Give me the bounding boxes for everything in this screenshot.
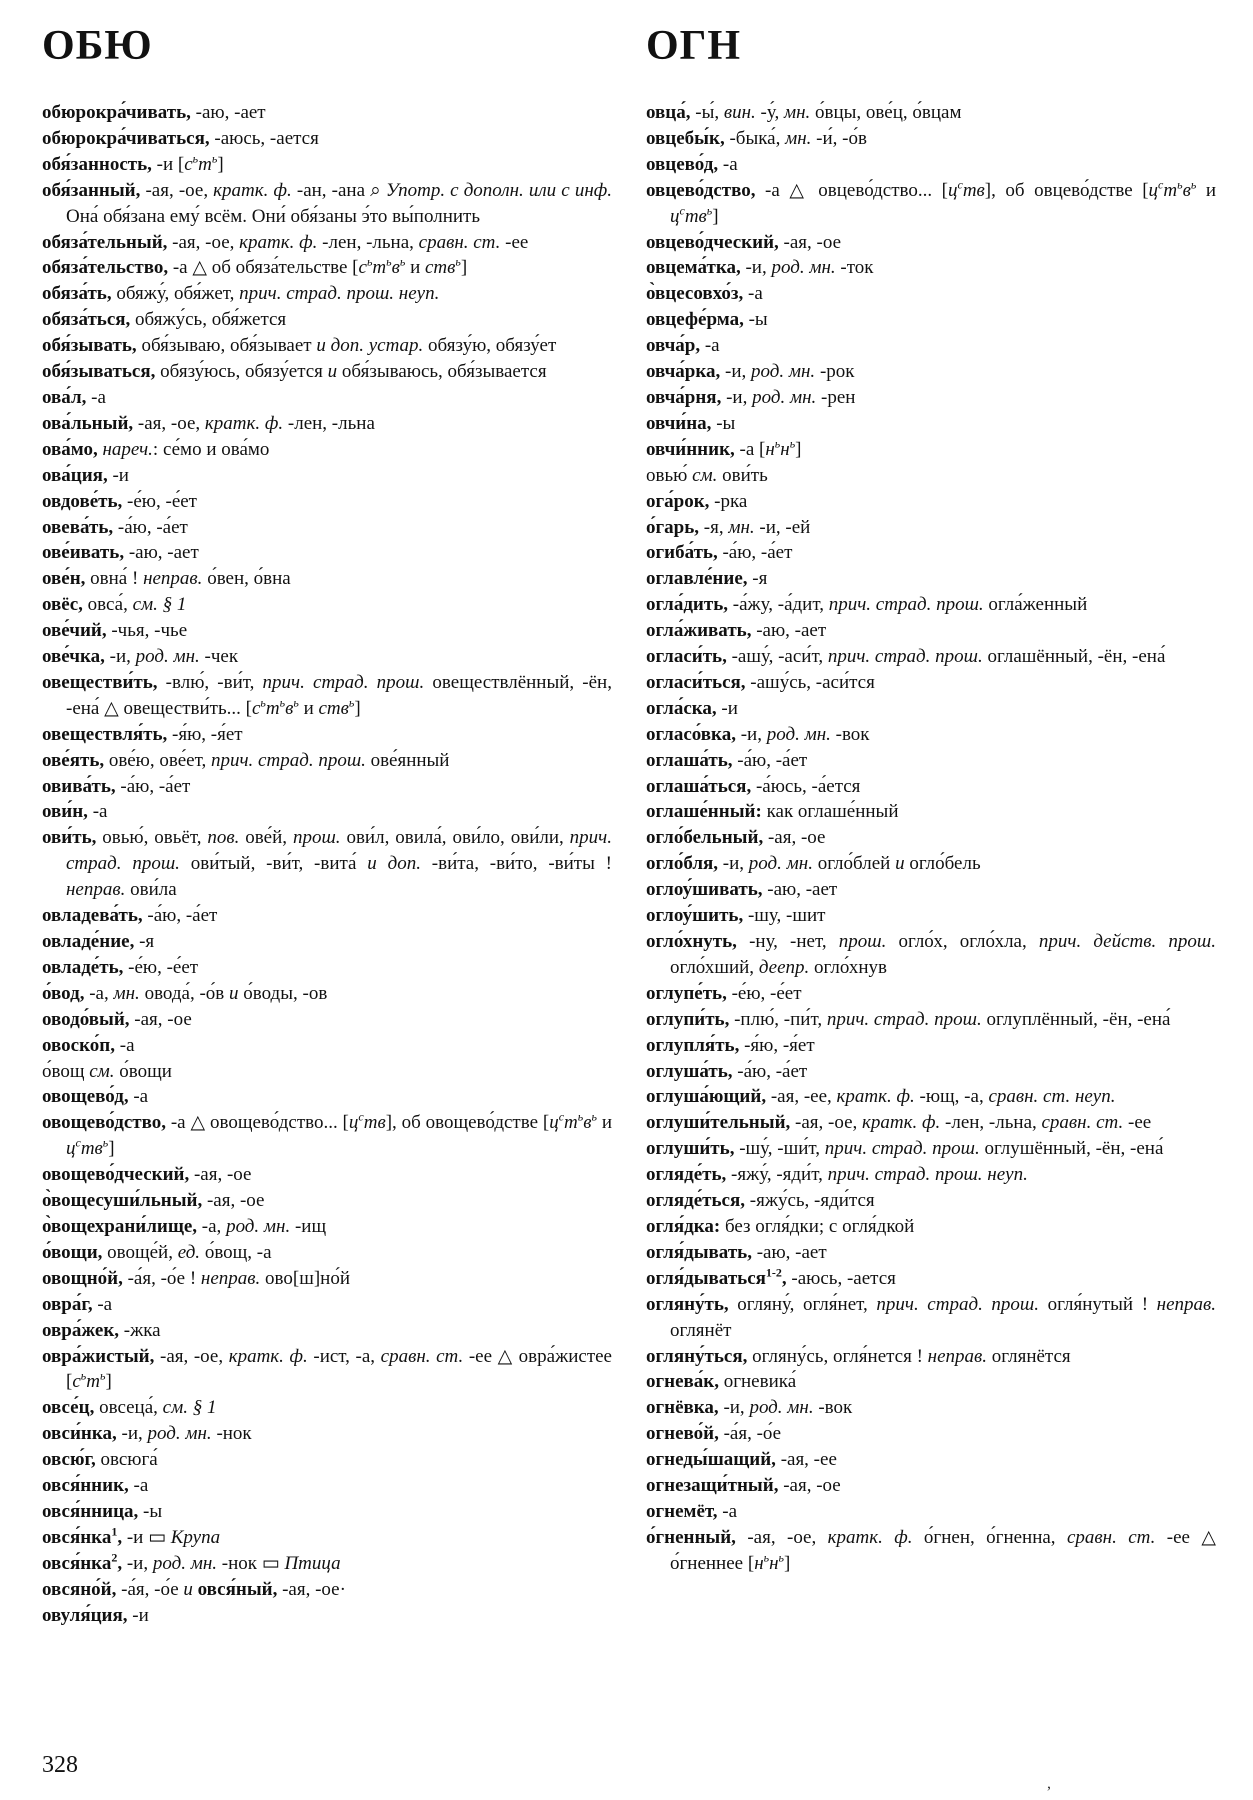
dictionary-entry: ова́л, -а xyxy=(42,386,106,408)
dictionary-entry: огла́живать, -аю, -ает xyxy=(646,620,827,642)
dictionary-entry: огляну́ть, огляну́, огля́нет, прич. страд. прош. огля́нутый ! неправ. оглянёт xyxy=(646,1293,1217,1341)
dictionary-entry: овча́рня, -и, род. мн. -рен xyxy=(646,386,856,408)
dictionary-entry: о̀вцесовхо́з, -а xyxy=(646,283,763,305)
dictionary-entry: овся́нка$^1$, -и ▭ Крупа xyxy=(42,1524,221,1548)
dictionary-entry: о́гненный, -ая, -ое, кратк. ф. о́гнен, о́гненна, сравн. ст. -ее △ о́гненнее $[н^ьн^ь]$ xyxy=(646,1526,1216,1574)
dictionary-entry: овладе́ть, -е́ю, -е́ет xyxy=(42,956,199,978)
dictionary-entry: огласо́вка, -и, род. мн. -вок xyxy=(646,723,870,745)
dictionary-entry: обяза́ться, обяжу́сь, обя́жется xyxy=(42,309,287,331)
dictionary-entry: овцефе́рма, -ы xyxy=(646,309,768,331)
dictionary-entry: огла́ска, -и xyxy=(646,697,738,719)
dictionary-entry: оглуши́тельный, -ая, -ое, кратк. ф. -лен, -льна, сравн. ст. -ее xyxy=(646,1112,1152,1134)
dictionary-entry: овощево́дческий, -ая, -ое xyxy=(42,1164,252,1186)
dictionary-entry: оглуша́ть, -а́ю, -а́ет xyxy=(646,1060,808,1082)
dictionary-entry: овуля́ция, -и xyxy=(42,1604,149,1626)
dictionary-entry: овью́ см. ови́ть xyxy=(646,464,768,486)
dictionary-entry: огиба́ть, -а́ю, -а́ет xyxy=(646,542,793,564)
dictionary-entry: ови́н, -а xyxy=(42,801,108,823)
dictionary-entry: оглавле́ние, -я xyxy=(646,568,768,590)
dictionary-entry: овеществи́ть, -влю́, -ви́т, прич. страд. прош. овеществлённый, -ён, -ена́ △ овеществи́ть... [$с^ьт^ьв^ь$ и ств$^ь$] xyxy=(42,671,612,719)
dictionary-entry: овся́нница, -ы xyxy=(42,1500,163,1522)
dictionary-entry: огля́дывать, -аю, -ает xyxy=(646,1241,827,1263)
dictionary-entry: огла́дить, -а́жу, -а́дит, прич. страд. прош. огла́женный xyxy=(646,594,1088,616)
dictionary-entry: оглаша́ться, -а́юсь, -а́ется xyxy=(646,775,861,797)
dictionary-entry: о̀вощесуши́льный, -ая, -ое xyxy=(42,1190,265,1212)
dictionary-entry: о́гарь, -я, мн. -и, -ей xyxy=(646,516,811,538)
dictionary-entry: обяза́тельный, -ая, -ое, кратк. ф. -лен, -льна, сравн. ст. -ее xyxy=(42,231,529,253)
dictionary-entry: овсяно́й, -а́я, -о́е и овся́ный, -ая, -ое· xyxy=(42,1578,346,1600)
dictionary-entry: ова́ция, -и xyxy=(42,464,129,486)
dictionary-entry: овцево́д, -а xyxy=(646,153,738,175)
dictionary-entry: овси́нка, -и, род. мн. -нок xyxy=(42,1423,252,1445)
dictionary-entry: овощево́д, -а xyxy=(42,1086,149,1108)
dictionary-entry: оглоу́шивать, -аю, -ает xyxy=(646,879,838,901)
dictionary-entry: оглуши́ть, -шу́, -ши́т, прич. страд. прош. оглушённый, -ён, -ена́ xyxy=(646,1138,1164,1160)
dictionary-entry: обюрокра́чивать, -аю, -ает xyxy=(42,102,266,123)
dictionary-entry: о̀вощехрани́лище, -а, род. мн. -ищ xyxy=(42,1215,327,1237)
dictionary-entry: овцево́дство, -а △ овцево́дство... $[ц^ств]$, об овцево́дстве [$ц^ст^ьв^ь$ и $ц^ств^ь$] xyxy=(646,177,1216,227)
dictionary-entry: овцема́тка, -и, род. мн. -ток xyxy=(646,257,874,279)
dictionary-entry: овива́ть, -а́ю, -а́ет xyxy=(42,775,191,797)
dictionary-entry: обюрокра́чиваться, -аюсь, -ается xyxy=(42,127,319,149)
dictionary-entry: овцебы́к, -быка́, мн. -и́, -о́в xyxy=(646,127,867,149)
dictionary-entry: овёс, овса́, см. § 1 xyxy=(42,594,187,616)
dictionary-entry: овча́рка, -и, род. мн. -рок xyxy=(646,361,855,383)
dictionary-entry: огляну́ться, огляну́сь, огля́нется ! неправ. оглянётся xyxy=(646,1345,1071,1367)
dictionary-entry: овра́жек, -жка xyxy=(42,1319,161,1341)
page-number: 328 xyxy=(42,1752,78,1778)
dictionary-entry: о́вод, -а, мн. овода́, -о́в и о́воды, -ов xyxy=(42,982,328,1004)
dictionary-entry: обя́зываться, обязу́юсь, обязу́ется и обя́зываюсь, обя́зывается xyxy=(42,361,547,383)
dictionary-entry: ове́ять, ове́ю, ове́ет, прич. страд. прош. ове́янный xyxy=(42,749,450,771)
dictionary-entry: огласи́ть, -ашу́, -аси́т, прич. страд. прош. оглашённый, -ён, -ена́ xyxy=(646,646,1166,668)
dictionary-entry: овся́нка$^2$, -и, род. мн. -нок ▭ Птица xyxy=(42,1550,341,1574)
dictionary-entry: овца́, -ы́, вин. -у́, мн. о́вцы, ове́ц, о́вцам xyxy=(646,102,962,123)
dictionary-entry: ове́чка, -и, род. мн. -чек xyxy=(42,646,239,668)
dictionary-entry: овладе́ние, -я xyxy=(42,931,155,952)
dictionary-entry: овева́ть, -а́ю, -а́ет xyxy=(42,516,188,538)
dictionary-entry: овоско́п, -а xyxy=(42,1034,135,1056)
dictionary-entry: огнезащи́тный, -ая, -ое xyxy=(646,1475,841,1497)
dictionary-entry: овеществля́ть, -я́ю, -я́ет xyxy=(42,723,243,745)
dictionary-entry: огло́бельный, -ая, -ое xyxy=(646,827,826,849)
dictionary-entry: овладева́ть, -а́ю, -а́ет xyxy=(42,905,218,927)
dictionary-entry: огло́хнуть, -ну, -нет, прош. огло́х, огло́хла, прич. действ. прош. огло́хший, деепр. огло́хнув xyxy=(646,931,1216,978)
dictionary-entry: о́вощ см. о́вощи xyxy=(42,1060,172,1082)
dictionary-entry: овсю́г, овсюга́ xyxy=(42,1449,158,1471)
dictionary-entry: оглаша́ть, -а́ю, -а́ет xyxy=(646,749,808,771)
dictionary-entry: ове́чий, -чья, -чье xyxy=(42,620,188,642)
dictionary-entry: обяза́ть, обяжу́, обя́жет, прич. страд. прош. неуп. xyxy=(42,283,440,305)
dictionary-entry: обя́занный, -ая, -ое, кратк. ф. -ан, -ана ⌕ Употр. с дополн. или с инф. Она́ обя́зана ему́ всём. Они́ обя́заны э́то вы́полнить xyxy=(42,179,612,227)
dictionary-entry: обя́зывать, обя́зываю, обя́зывает и доп. устар. обязу́ю, обязу́ет xyxy=(42,335,557,357)
dictionary-entry: огля́дка: без огля́дки; с огля́дкой xyxy=(646,1215,915,1237)
dictionary-entry: огласи́ться, -ашу́сь, -аси́тся xyxy=(646,671,875,693)
dictionary-entry: овчи́на, -ы xyxy=(646,412,736,434)
dictionary-entry: огнёвка, -и, род. мн. -вок xyxy=(646,1397,853,1419)
dictionary-entry: овра́жистый, -ая, -ое, кратк. ф. -ист, -а, сравн. ст. -ее △ овра́жистее $[с^ьт^ь]$ xyxy=(42,1345,612,1393)
dictionary-entry: овощно́й, -а́я, -о́е ! неправ. ово[ш]но́й xyxy=(42,1267,350,1289)
dictionary-entry: овсе́ц, овсеца́, см. § 1 xyxy=(42,1397,217,1419)
dictionary-entry: ога́рок, -рка xyxy=(646,490,748,512)
dictionary-entry: огло́бля, -и, род. мн. огло́блей и огло́бель xyxy=(646,853,981,875)
dictionary-entry: огнемёт, -а xyxy=(646,1500,738,1522)
dictionary-entry: обя́занность, -и $[с^ьт^ь]$ xyxy=(42,151,224,175)
dictionary-entry: оглупе́ть, -е́ю, -е́ет xyxy=(646,982,802,1004)
dictionary-entry: огнева́к, огневика́ xyxy=(646,1371,797,1393)
dictionary-entry: о́вощи, овоще́й, ед. о́вощ, -а xyxy=(42,1241,272,1263)
dictionary-entry: ови́ть, овью́, овьёт, пов. ове́й, прош. ови́л, овила́, ови́ло, ови́ли, прич. страд. прош. ови́тый, -ви́т, -вита́ и доп. -ви́та, -ви́то, -ви́ты ! неправ. ови́ла xyxy=(42,827,612,901)
dictionary-entry: оглупи́ть, -плю́, -пи́т, прич. страд. прош. оглуплённый, -ён, -ена́ xyxy=(646,1008,1171,1030)
running-head-left: ОБЮ xyxy=(42,23,153,69)
dictionary-entry: огляде́ться, -яжу́сь, -яди́тся xyxy=(646,1190,875,1212)
stray-mark: , xyxy=(1047,1775,1051,1792)
running-head-right: ОГН xyxy=(646,23,742,69)
dictionary-entry: ова́мо, нареч.: се́мо и ова́мо xyxy=(42,438,270,460)
dictionary-entry: овчи́нник, -а $[н^ьн^ь]$ xyxy=(646,436,802,460)
dictionary-entry: огляде́ть, -яжу́, -яди́т, прич. страд. прош. неуп. xyxy=(646,1164,1028,1186)
dictionary-entry: овра́г, -а xyxy=(42,1293,113,1315)
dictionary-entry: овся́нник, -а xyxy=(42,1475,149,1497)
dictionary-entry: оглаше́нный: как оглаше́нный xyxy=(646,801,899,823)
dictionary-entry: оводо́вый, -ая, -ое xyxy=(42,1008,192,1030)
dictionary-entry: оглуша́ющий, -ая, -ее, кратк. ф. -ющ, -а, сравн. ст. неуп. xyxy=(646,1086,1116,1108)
dictionary-entry: овцево́дческий, -ая, -ое xyxy=(646,231,842,253)
dictionary-entry: огнеды́шащий, -ая, -ее xyxy=(646,1449,837,1471)
dictionary-entry: огля́дываться$^{1-2}$, -аюсь, -ается xyxy=(646,1265,896,1289)
dictionary-entry: обяза́тельство, -а △ об обяза́тельстве [$с^ьт^ьв^ь$ и ств$^ь$] xyxy=(42,255,468,279)
dictionary-entry: ова́льный, -ая, -ое, кратк. ф. -лен, -льна xyxy=(42,412,375,434)
dictionary-entry: оглоу́шить, -шу, -шит xyxy=(646,905,826,927)
dictionary-entry: ове́ивать, -аю, -ает xyxy=(42,542,199,564)
dictionary-entry: оглупля́ть, -я́ю, -я́ет xyxy=(646,1034,815,1056)
right-column xyxy=(646,100,1216,1577)
left-column xyxy=(42,100,612,1628)
dictionary-entry: овдове́ть, -е́ю, -е́ет xyxy=(42,490,197,512)
dictionary-entry: овча́р, -а xyxy=(646,335,720,357)
dictionary-entry: овощево́дство, -а △ овощево́дство... $[ц^ств]$, об овощево́дстве [$ц^ст^ьв^ь$ и $ц^ств^ь$] xyxy=(42,1110,612,1160)
dictionary-entry: огнево́й, -а́я, -о́е xyxy=(646,1423,782,1445)
dictionary-entry: ове́н, овна́ ! неправ. о́вен, о́вна xyxy=(42,568,291,590)
